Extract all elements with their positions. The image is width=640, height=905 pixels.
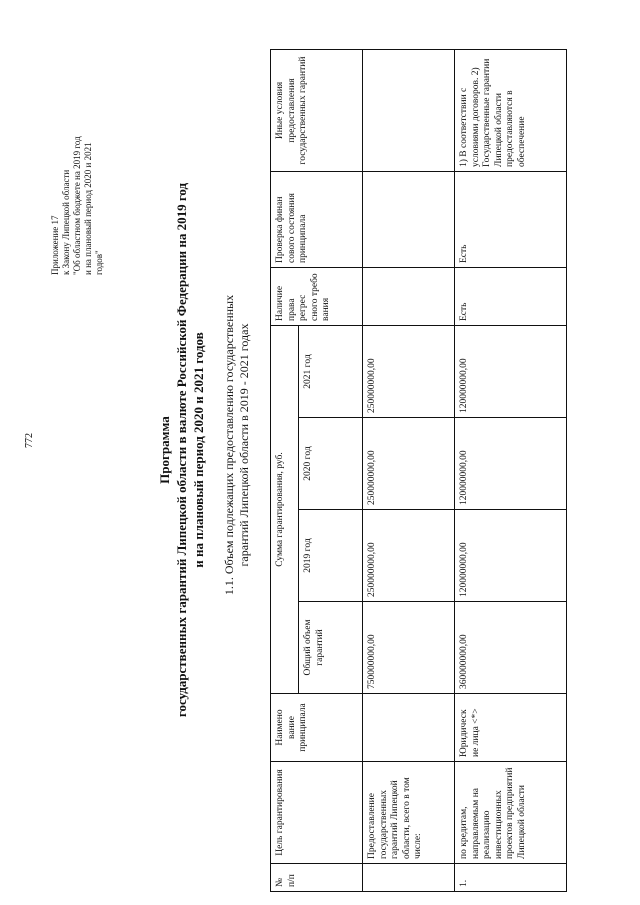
cell-regress: Есть (455, 268, 567, 326)
cell-total: 750000000,00 (363, 602, 455, 694)
cell-num: 1. (455, 864, 567, 892)
cell-2020: 250000000,00 (363, 418, 455, 510)
subtitle-line-2: гарантий Липецкой области в 2019 - 2021 годах (237, 323, 251, 567)
cell-principal: Юридическ ие лица <*> (455, 694, 567, 762)
cell-other (363, 50, 455, 172)
appendix-line: Приложение 17 (50, 215, 60, 275)
table-row (455, 50, 567, 892)
cell-2021: 120000000,00 (455, 326, 567, 418)
header-2020: 2020 год (299, 418, 363, 510)
section-heading (222, 140, 252, 750)
cell-principal (363, 694, 455, 762)
table-header-row (271, 50, 299, 892)
header-other: Иные условия предоставления государственных гарантий (271, 50, 363, 172)
title-line-3: и на плановый период 2020 и 2021 годов (191, 332, 206, 568)
cell-check: Есть (455, 172, 567, 268)
cell-regress (363, 268, 455, 326)
guarantees-table (270, 49, 567, 892)
header-total: Общий объем гарантий (299, 602, 363, 694)
header-2021: 2021 год (299, 326, 363, 418)
header-principal: Наимено вание принципала (271, 694, 363, 762)
header-check: Проверка финан сового состояния принципала (271, 172, 363, 268)
header-num: № п/п (271, 864, 363, 892)
appendix-line: годов" (94, 250, 104, 275)
appendix-note (50, 75, 105, 275)
header-regress: Наличие права регрес сного требо вания (271, 268, 363, 326)
title-line-2: государственных гарантий Липецкой области в валюте Российской Федерации на 2019 год (174, 182, 189, 718)
appendix-line: к Закону Липецкой области (61, 169, 71, 275)
appendix-line: "Об областном бюджете на 2019 год (72, 136, 82, 275)
cell-purpose: по кредитам, направляемым на реализацию инвестиционных проектов предприятий Липецкой области (455, 762, 567, 864)
header-2019: 2019 год (299, 510, 363, 602)
document-title (156, 90, 207, 810)
table-row (363, 50, 455, 892)
cell-check (363, 172, 455, 268)
cell-2020: 120000000,00 (455, 418, 567, 510)
cell-num (363, 864, 455, 892)
cell-2021: 250000000,00 (363, 326, 455, 418)
subtitle-line-1: 1.1. Объем подлежащих предоставлению государственных (222, 294, 236, 596)
cell-purpose: Предоставление государственных гарантий Липецкой области, всего в том числе: (363, 762, 455, 864)
cell-other: 1) В соответствии с условиями договоров. 2) Государственные гарантии Липецкой области предоставляются в обеспечение (455, 50, 567, 172)
title-line-1: Программа (157, 416, 172, 484)
header-sum-group: Сумма гарантирования, руб. (271, 326, 299, 694)
page-number: 772 (24, 433, 35, 448)
header-purpose: Цель гарантирования (271, 762, 363, 864)
cell-total: 360000000,00 (455, 602, 567, 694)
rotated-sheet (0, 20, 630, 900)
appendix-line: и на плановый период 2020 и 2021 (83, 142, 93, 275)
cell-2019: 120000000,00 (455, 510, 567, 602)
cell-2019: 250000000,00 (363, 510, 455, 602)
